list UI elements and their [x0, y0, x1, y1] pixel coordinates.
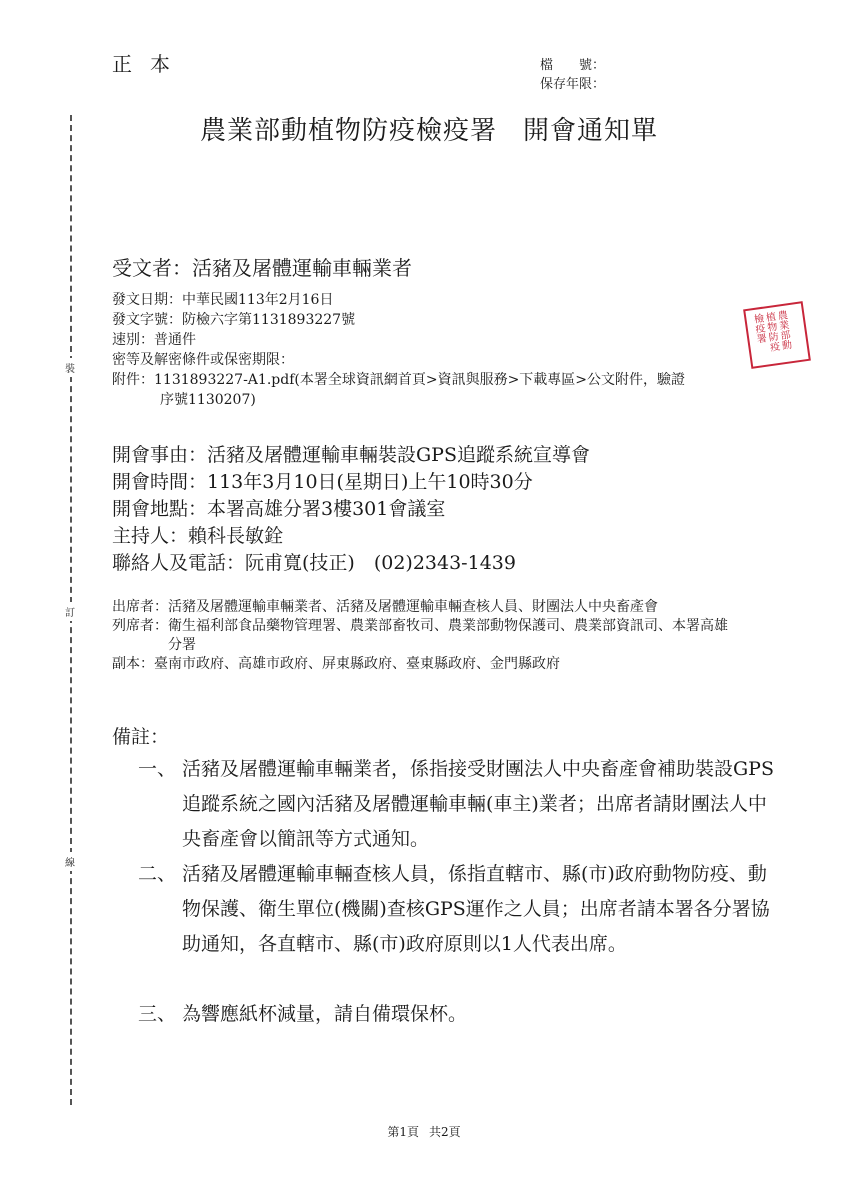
dispatch-date: 發文日期：中華民國113年2月16日 [112, 292, 334, 308]
remark-text: 活豬及屠體運輸車輛業者，係指接受財團法人中央畜產會補助裝設GPS追蹤系統之國內活豬及屠體運輸車輛(車主)業者；出席者請財團法人中央畜產會以簡訊等方式通知。 [182, 758, 774, 850]
observers-list: 衛生福利部食品藥物管理署、農業部畜牧司、農業部動物保護司、農業部資訊司、本署高雄分署 [168, 618, 728, 653]
attendees-label: 出席者： [112, 599, 168, 615]
remark-item [138, 997, 776, 1032]
remark-number: 三、 [138, 1003, 177, 1025]
dispatch-number: 發文字號：防檢六字第1131893227號 [112, 312, 356, 328]
copy-mark: 正本 [112, 52, 188, 76]
remark-number: 二、 [138, 863, 177, 885]
observers-row [112, 617, 738, 655]
recipient: 受文者：活豬及屠體運輸車輛業者 [112, 256, 412, 280]
remarks-title: 備註： [112, 726, 170, 748]
document-title [200, 110, 658, 147]
meeting-place: 開會地點：本署高雄分署3樓301會議室 [112, 498, 446, 520]
agency-name: 農業部動植物防疫檢疫署 [200, 116, 498, 146]
remark-number: 一、 [138, 758, 177, 780]
retention-label: 保存年限： [540, 77, 606, 92]
parties [112, 598, 738, 674]
attachment-line-2: 序號1130207) [160, 392, 256, 408]
page-total: 共2頁 [429, 1125, 461, 1139]
dispatch-speed: 速別：普通件 [112, 332, 196, 348]
official-seal-icon [743, 301, 811, 369]
meeting-host: 主持人：賴科長敏銓 [112, 525, 284, 547]
file-meta [540, 56, 605, 94]
attendees-list: 活豬及屠體運輸車輛業者、活豬及屠體運輸車輛查核人員、財團法人中央畜產會 [168, 599, 658, 615]
meeting-subject: 開會事由：活豬及屠體運輸車輛裝設GPS追蹤系統宣導會 [112, 444, 590, 466]
secrecy-level: 密等及解密條件或保密期限： [112, 352, 294, 368]
cc-list: 臺南市政府、高雄市政府、屏東縣政府、臺東縣政府、金門縣政府 [154, 656, 560, 672]
cc-row [112, 655, 738, 674]
seal-text: 農業部動植物防疫檢疫署 [750, 309, 792, 353]
observers-label: 列席者： [112, 618, 168, 634]
margin-mark-1: 裝 [61, 358, 79, 377]
meeting-time: 開會時間：113年3月10日(星期日)上午10時30分 [112, 471, 533, 493]
remark-text: 為響應紙杯減量，請自備環保杯。 [182, 1003, 468, 1025]
meeting-details [112, 442, 590, 577]
page-footer [0, 1123, 848, 1140]
attendees-row [112, 598, 738, 617]
document-type: 開會通知單 [523, 116, 659, 146]
cc-label: 副本： [112, 656, 154, 672]
remark-item [138, 752, 776, 857]
file-no-label: 檔 號： [540, 58, 606, 73]
page-number: 第1頁 [387, 1125, 419, 1139]
margin-mark-3: 線 [61, 852, 79, 871]
attachment-line-1: 附件：1131893227-A1.pdf(本署全球資訊網首頁>資訊與服務>下載專區>公文附件，驗證 [112, 372, 686, 388]
margin-mark-2: 訂 [61, 602, 79, 621]
dispatch-meta [112, 290, 685, 410]
meeting-contact: 聯絡人及電話：阮甫寬(技正) (02)2343-1439 [112, 552, 516, 574]
remark-item [138, 857, 776, 962]
remark-text: 活豬及屠體運輸車輛查核人員，係指直轄市、縣(市)政府動物防疫、動物保護、衛生單位(機關)查核GPS運作之人員；出席者請本署各分署協助通知，各直轄市、縣(市)政府原則以1人代表出席。 [182, 863, 770, 955]
